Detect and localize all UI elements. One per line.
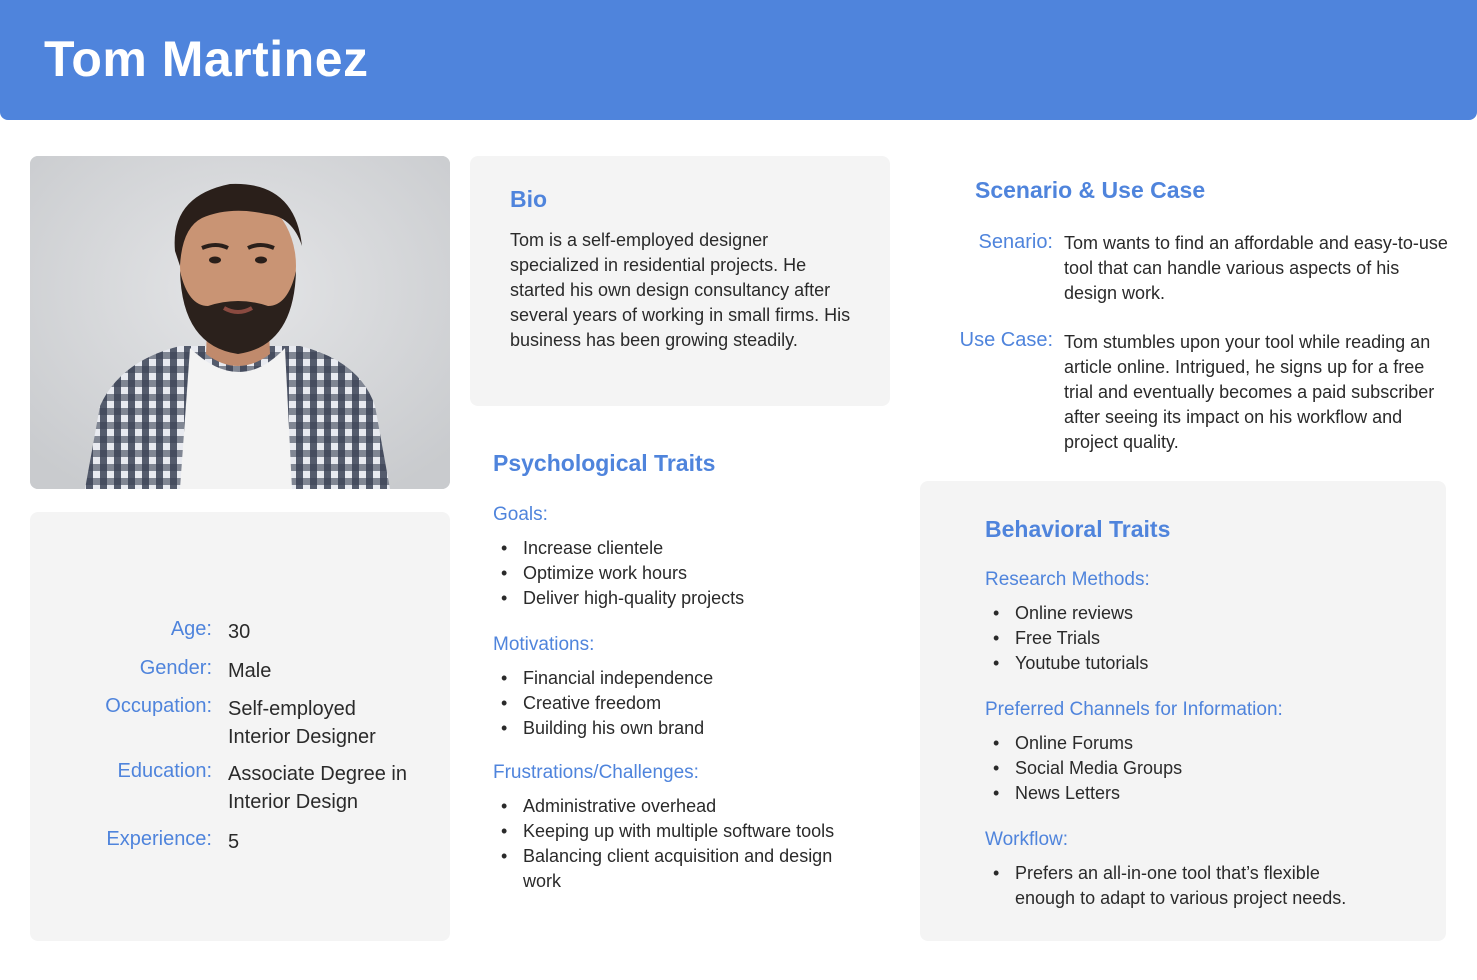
list-item: • Keeping up with multiple software tools <box>493 819 863 844</box>
list-item: • Administrative overhead <box>493 794 863 819</box>
channels-list <box>985 731 1405 806</box>
motivations-list <box>493 666 873 741</box>
occupation-line-1: Self-employed <box>228 698 356 720</box>
page-header <box>0 0 1477 120</box>
gender-value: Male <box>228 660 272 682</box>
education-line-2: Interior Design <box>228 791 359 813</box>
usecase-label: Use Case: <box>959 329 1053 351</box>
frustrations-label: Frustrations/Challenges: <box>493 762 699 783</box>
occupation-label: Occupation: <box>105 695 212 717</box>
demographics-card <box>30 512 450 941</box>
research-list <box>985 601 1405 676</box>
list-item: • Online Forums <box>985 731 1405 756</box>
occupation-line-2: Interior Designer <box>228 726 376 748</box>
list-item: • Deliver high-quality projects <box>493 586 873 611</box>
bio-text: Tom is a self-employed designer specialized in residential projects. He started his own design consultancy after several years of working in small firms. His business has been growing steadily. <box>510 230 851 350</box>
frustrations-list <box>493 794 863 894</box>
education-line-1: Associate Degree in <box>228 763 407 785</box>
motivations-label: Motivations: <box>493 634 595 655</box>
education-label: Education: <box>117 760 212 782</box>
goals-list <box>493 536 873 611</box>
psychological-title: Psychological Traits <box>493 450 716 476</box>
usecase-text: Tom stumbles upon your tool while reading an article online. Intrigued, he signs up for a free trial and eventually becomes a paid subscriber after seeing its impact on his workflow and project quality. <box>1064 332 1435 452</box>
gender-label: Gender: <box>139 657 212 679</box>
scenario-title: Scenario & Use Case <box>975 177 1206 203</box>
behavioral-card <box>920 481 1446 941</box>
workflow-list <box>985 861 1375 911</box>
list-item: • Free Trials <box>985 626 1405 651</box>
scenario-label: Senario: <box>978 231 1053 253</box>
experience-value: 5 <box>228 831 240 853</box>
experience-label: Experience: <box>106 828 212 850</box>
list-item: • Building his own brand <box>493 716 873 741</box>
list-item: • Social Media Groups <box>985 756 1405 781</box>
list-item: • Prefers an all-in-one tool that’s flexible enough to adapt to various project needs. <box>985 861 1375 911</box>
workflow-label: Workflow: <box>985 829 1069 850</box>
bio-title: Bio <box>510 186 548 212</box>
age-label: Age: <box>170 618 212 640</box>
list-item: • Financial independence <box>493 666 873 691</box>
goals-label: Goals: <box>493 504 548 525</box>
list-item: • Increase clientele <box>493 536 873 561</box>
list-item: • Online reviews <box>985 601 1405 626</box>
persona-name: Tom Martinez <box>44 31 369 87</box>
education-value <box>228 760 438 816</box>
list-item: • Optimize work hours <box>493 561 873 586</box>
persona-photo <box>30 156 450 489</box>
list-item: • Youtube tutorials <box>985 651 1405 676</box>
age-value: 30 <box>228 621 251 643</box>
bio-card <box>470 156 890 406</box>
channels-label: Preferred Channels for Information: <box>985 699 1283 720</box>
avatar-illustration <box>30 156 450 489</box>
occupation-value <box>228 695 438 751</box>
list-item: • News Letters <box>985 781 1405 806</box>
research-label: Research Methods: <box>985 569 1150 590</box>
scenario-text: Tom wants to find an affordable and easy-to-use tool that can handle various aspects of his design work. <box>1064 233 1448 303</box>
list-item: • Creative freedom <box>493 691 873 716</box>
list-item: • Balancing client acquisition and design work <box>493 844 863 894</box>
behavioral-title: Behavioral Traits <box>985 516 1171 542</box>
